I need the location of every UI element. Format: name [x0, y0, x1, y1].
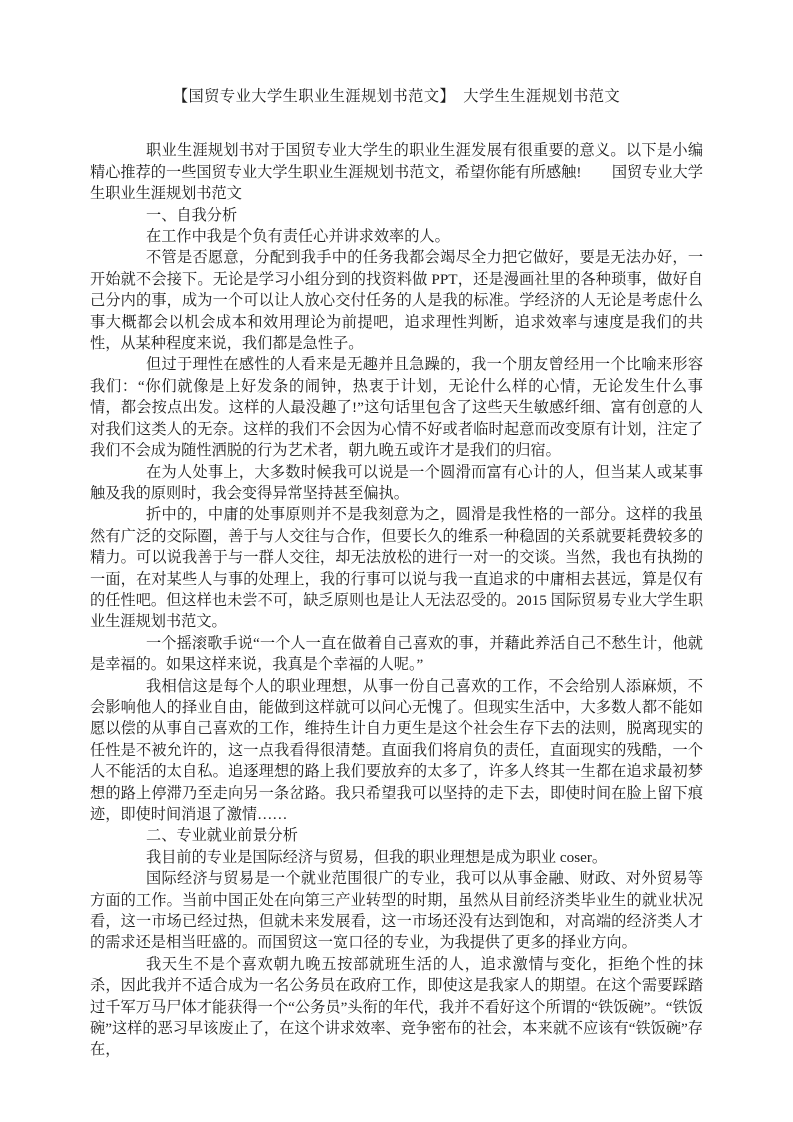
- paragraph: 不管是否愿意，分配到我手中的任务我都会竭尽全力把它做好，要是无法办好，一开始就不会接下。无论是学习小组分到的找资料做 PPT，还是漫画社里的各种琐事，做好自己分内的事，成为一个可以让人放心交付任务的人是我的标准。学经济的人无论是考虑什么事大概都会以机会成本和效用理论为前提吧，追求理性判断，追求效率与速度是我们的共性，从某种程度来说，我们都是急性子。: [90, 249, 703, 353]
- paragraph: 在为人处事上，大多数时候我可以说是一个圆滑而富有心计的人，但当某人或某事触及我的原则时，我会变得异常坚持甚至偏执。: [90, 463, 703, 502]
- document-body: [90, 140, 703, 1060]
- paragraph: 在工作中我是个负有责任心并讲求效率的人。: [146, 228, 450, 246]
- document-title: 【国贸专业大学生职业生涯规划书范文】 大学生生涯规划书范文: [172, 88, 621, 105]
- paragraph: 一个摇滚歌手说“一个人一直在做着自己喜欢的事，并藉此养活自己不愁生计，他就是幸福的。如果这样来说，我真是个幸福的人呢。”: [90, 634, 703, 674]
- section-heading: 一、自我分析: [146, 206, 238, 224]
- paragraph: 我天生不是个喜欢朝九晚五按部就班生活的人，追求激情与变化，拒绝个性的抹杀，因此我并不适合成为一名公务员在政府工作，即使这是我家人的期望。在这个需要踩踏过千军万马尸体才能获得一个“公务员”头衔的年代，我并不看好这个所谓的“铁饭碗”。“铁饭碗”这样的恶习早该废止了，在这个讲求效率、竞争密布的社会，本来就不应该有“铁饭碗”存在，: [90, 955, 703, 1059]
- paragraph: 折中的，中庸的处事原则并不是我刻意为之，圆滑是我性格的一部分。这样的我虽然有广泛的交际圈，善于与人交往与合作，但要长久的维系一种稳固的关系就要耗费较多的精力。可以说我善于与一群人交往，却无法放松的进行一对一的交谈。当然，我也有执拗的一面，在对某些人与事的处理上，我的行事可以说与我一直追求的中庸相去甚远，算是仅有的任性吧。但这样也未尝不可，缺乏原则也是让人无法忍受的。2015 国际贸易专业大学生职业生涯规划书范文。: [90, 506, 703, 631]
- paragraph: 我目前的专业是国际经济与贸易，但我的职业理想是成为职业 coser。: [146, 848, 608, 866]
- paragraph: 国际经济与贸易是一个就业范围很广的专业，我可以从事金融、财政、对外贸易等方面的工作。当前中国正处在向第三产业转型的时期，虽然从目前经济类毕业生的就业状况看，这一市场已经过热，但就未来发展看，这一市场还没有达到饱和，对高端的经济类人才的需求还是相当旺盛的。而国贸这一宽口径的专业，为我提供了更多的择业方向。: [90, 870, 703, 952]
- paragraph: 我相信这是每个人的职业理想，从事一份自己喜欢的工作，不会给别人添麻烦，不会影响他人的择业自由，能做到这样就可以问心无愧了。但现实生活中，大多数人都不能如愿以偿的从事自己喜欢的工作，维持生计自力更生是这个社会生存下去的法则，脱离现实的任性是不被允许的，这一点我看得很清楚。直面我们将肩负的责任，直面现实的残酷，一个人不能活的太自私。追逐理想的路上我们要放弃的太多了，许多人终其一生都在追求最初梦想的路上停滞乃至走向另一条岔路。我只希望我可以坚持的走下去，即使时间在脸上留下痕迹，即使时间消退了激情……: [90, 677, 703, 823]
- paragraph: 但过于理性在感性的人看来是无趣并且急躁的，我一个朋友曾经用一个比喻来形容我们：“你们就像是上好发条的闹钟，热衷于计划，无论什么样的心情，无论发生什么事情，都会按点出发。这样的人最没趣了!”这句话里包含了这些天生敏感纤细、富有创意的人对我们这类人的无奈。这样的我们不会因为心情不好或者临时起意而改变原有计划，注定了我们不会成为随性洒脱的行为艺术者，朝九晚五或许才是我们的归宿。: [90, 356, 703, 460]
- paragraph: 职业生涯规划书对于国贸专业大学生的职业生涯发展有很重要的意义。以下是小编精心推荐的一些国贸专业大学生职业生涯规划书范文，希望你能有所感触! 国贸专业大学生职业生涯规划书范文: [90, 142, 703, 203]
- document-content: [90, 86, 703, 1061]
- section-heading: 二、专业就业前景分析: [146, 827, 298, 845]
